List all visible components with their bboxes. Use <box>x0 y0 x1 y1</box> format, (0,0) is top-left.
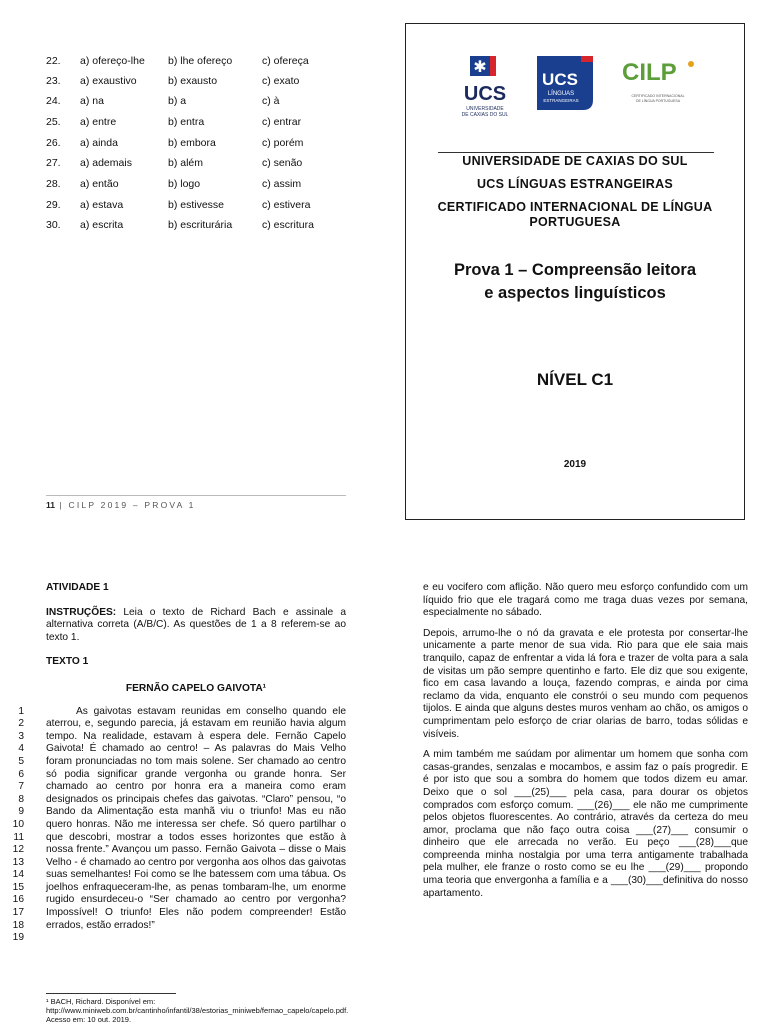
level-title: NÍVEL C1 <box>536 370 614 389</box>
paragraph-3: A mim também me saúdam por alimentar um homem que sonha com casas-grandes, senzalas e mocambos, e assim faz o país progredir. E é por isto que sou a sombra do homem que todos dizem eu amar. Deixo que o sol ___(25)___ pela casa, para dourar os objetos comprados com esforço comum. ___(26)___ ele não me cumprimente pelos objetos fluorescentes. Ao contrário, através da certeza do meu amor, proclama que não faço outra coisa ___(27)___ consumir o dinheiro que ele arrecada no verão. Eu peço ___(28)___que compreenda minha nostalgia por uma terra antigamente trabalhada pela mulher, ele franze o rosto como se eu lhe ___(29)___ propondo uma teoria que envergonha a família e a ___(30)___definitiva do nosso apartamento. <box>423 749 748 899</box>
page-footer: 11 | CILP 2019 – PROVA 1 <box>46 495 346 510</box>
institution-department: UCS LÍNGUAS ESTRANGEIRAS <box>476 177 674 191</box>
cover-box <box>405 23 745 520</box>
svg-text:UCS: UCS <box>463 83 507 105</box>
activity-column <box>12 582 346 944</box>
svg-text:✱: ✱ <box>473 57 487 76</box>
text-body-block <box>12 705 346 944</box>
logos-row <box>440 52 712 144</box>
svg-text:DE LÍNGUA PORTUGUESA: DE LÍNGUA PORTUGUESA <box>635 99 681 103</box>
instructions: INSTRUÇÕES: Leia o texto de Richard Bach e assinale a alternativa correta (A/B/C). As questões de 1 a 8 referem-se ao texto 1. <box>46 606 346 643</box>
separator-line <box>438 152 714 153</box>
text-label: TEXTO 1 <box>46 656 89 668</box>
cilp-logo <box>622 59 694 103</box>
svg-text:UCS: UCS <box>542 70 578 89</box>
institution-name: UNIVERSIDADE DE CAXIAS DO SUL <box>462 154 688 168</box>
ucs-linguas-logo <box>537 56 593 110</box>
svg-text:UNIVERSIDADE: UNIVERSIDADE <box>466 106 504 112</box>
cloze-text-column <box>423 582 748 908</box>
svg-text:ESTRANGEIRAS: ESTRANGEIRAS <box>543 98 579 103</box>
svg-text:CERTIFICADO INTERNACIONAL: CERTIFICADO INTERNACIONAL <box>631 94 685 98</box>
exam-title-line2: e aspectos linguísticos <box>484 284 666 302</box>
svg-text:DE CAXIAS DO SUL: DE CAXIAS DO SUL <box>461 112 509 118</box>
activity-heading: ATIVIDADE 1 <box>46 582 109 593</box>
footnote-separator <box>46 993 176 994</box>
footnote: ¹ BACH, Richard. Disponível em: http://www.miniweb.com.br/cantinho/infantil/38/estorias_miniweb/fernao_capelo/capelo.pdf. Acesso em: 10 out. 2019. <box>46 997 349 1024</box>
paragraph-1: e eu vocifero com aflição. Não quero meu esforço confundido com um líquido frio que ele tragará como me traga duas vezes por semana, especialmente no sábado. <box>423 582 748 619</box>
paragraph-2: Depois, arrumo-lhe o nó da gravata e ele protesta por consertar-lhe unicamente a parte menor de sua vida. Rio para que ele saia mais tranquilo, capaz de enfrentar a vida lá fora e trazer de volta para a sala de visitas um pão sempre quentinho e farto. Ele diz que sou exigente, fico em casa lavando a louça, fazendo compras, e ainda por cima reclamo da vida, enquanto ele constrói o seu mundo com pequenos tijolos. E ainda que alguns destes muros venham ao chão, os amigos o cumprimentam pelo esforço de criar olarias de barro, todas sólidas e visíveis. <box>423 627 748 740</box>
certificate-title-line2: PORTUGUESA <box>529 215 621 229</box>
exam-title-line1: Prova 1 – Compreensão leitora <box>453 261 697 279</box>
line-numbers: 1 2 3 4 5 6 7 8 9 10 11 12 13 14 15 16 17 18 19 <box>12 705 24 944</box>
exam-year: 2019 <box>563 459 587 470</box>
svg-text:CILP: CILP <box>622 59 677 86</box>
certificate-title-line1: CERTIFICADO INTERNACIONAL DE LÍNGUA <box>437 200 713 214</box>
svg-text:LÍNGUAS: LÍNGUAS <box>547 91 575 97</box>
text-body: As gaivotas estavam reunidas em conselho quando ele aterrou, e, segundo parecia, já estavam em reunião havia algum tempo. Na realidade, estavam à espera dele. Fernão Capelo Gaivota! É chamado ao centro! – As palavras do Mais Velho foram pronunciadas no tom mais solene. Ser chamado ao centro só podia significar grande vergonha ou grande honra. Ser chamado ao centro por honra era a maneira como eram designados os principais chefes das gaivotas. “Claro” pensou, “o Bando da Alimentação esta manhã viu o triunfo! Mas eu não quero honras. Não me interessa ser chefe. Só quero partilhar o que descobri, mostrar a todos esses horizontes que estão à nossa frente.” Avançou um passo. Fernão Gaivota – disse o Mais Velho - é chamado ao centro por vergonha aos olhos das gaivotas suas semelhantes! Foi como se lhe batessem com uma tábua. Os joelhos enfraqueceram-lhe, as penas tombaram-lhe, um enorme rugido ensurdeceu-o “Ser chamado ao centro por vergonha? Impossível! O triunfo! Eles não podem compreender! Estão errados, estão errados!” <box>46 705 346 931</box>
ucs-caxias-logo <box>462 56 509 118</box>
institution-logos <box>440 52 712 144</box>
text-title: FERNÃO CAPELO GAIVOTA¹ <box>125 682 267 694</box>
